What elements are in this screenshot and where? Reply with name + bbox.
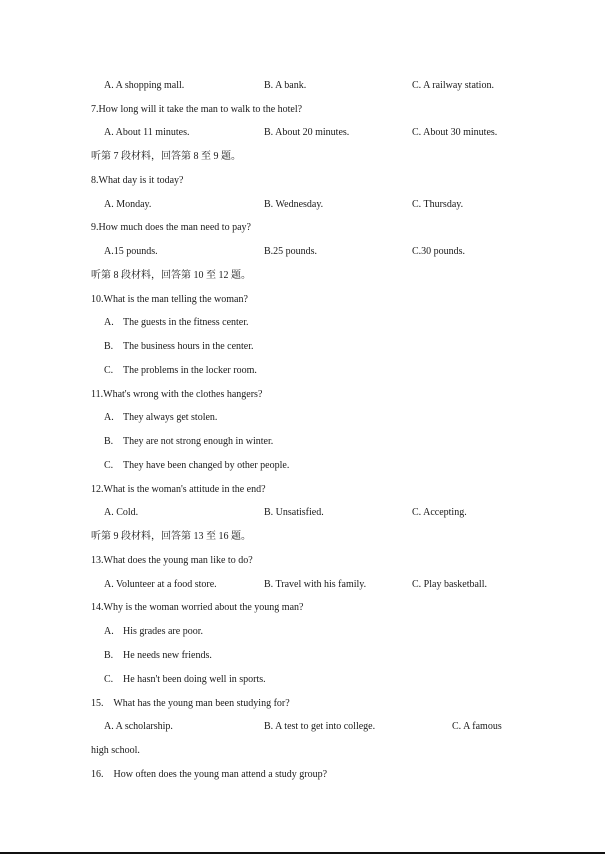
- q13-option-b: B. Travel with his family.: [264, 579, 367, 590]
- q11-option-c: [104, 460, 289, 472]
- option-letter: B.: [104, 436, 114, 447]
- page-bottom-rule: [0, 852, 605, 854]
- option-letter: A.: [104, 317, 114, 328]
- q12-option-b: B. Unsatisfied.: [264, 507, 324, 518]
- q6-option-b: B. A bank.: [264, 80, 307, 91]
- q13-option-a: A. Volunteer at a food store.: [104, 579, 217, 590]
- q10-option-b: [104, 341, 254, 353]
- option-text: His grades are poor.: [123, 626, 203, 637]
- q8-option-c: C. Thursday.: [412, 199, 464, 210]
- option-letter: C.: [104, 460, 114, 471]
- q11-option-b: [104, 436, 273, 448]
- q7-option-c: C. About 30 minutes.: [412, 127, 498, 138]
- q9-option-a: A.15 pounds.: [104, 246, 158, 257]
- q15-option-c-continuation: high school.: [91, 745, 140, 756]
- q6-option-c: C. A railway station.: [412, 80, 494, 91]
- q16-question: 16. How often does the young man attend a study group?: [91, 769, 328, 780]
- q10-option-a: [104, 317, 249, 329]
- option-text: They have been changed by other people.: [123, 460, 290, 471]
- q12-question: 12.What is the woman's attitude in the end?: [91, 484, 266, 495]
- q12-option-c: C. Accepting.: [412, 507, 467, 518]
- q7-option-b: B. About 20 minutes.: [264, 127, 350, 138]
- q15-question: 15. What has the young man been studying for?: [91, 698, 290, 709]
- q13-option-c: C. Play basketball.: [412, 579, 487, 590]
- q14-option-c: [104, 674, 266, 686]
- q12-option-a: A. Cold.: [104, 507, 139, 518]
- q15-option-b: B. A test to get into college.: [264, 721, 376, 732]
- option-text: He hasn't been doing well in sports.: [123, 674, 266, 685]
- option-text: They are not strong enough in winter.: [123, 436, 274, 447]
- q14-question: 14.Why is the woman worried about the young man?: [91, 602, 304, 613]
- q8-question: 8.What day is it today?: [91, 175, 184, 186]
- section-9-instruction: 听第 9 段材料，回答第 13 至 16 题。: [91, 531, 251, 542]
- q7-question: 7.How long will it take the man to walk to the hotel?: [91, 104, 303, 115]
- option-letter: C.: [104, 365, 114, 376]
- q15-option-c: C. A famous: [452, 721, 502, 732]
- option-text: They always get stolen.: [123, 412, 218, 423]
- option-letter: B.: [104, 341, 114, 352]
- option-text: The problems in the locker room.: [123, 365, 257, 376]
- q8-option-a: A. Monday.: [104, 199, 152, 210]
- q10-question: 10.What is the man telling the woman?: [91, 294, 248, 305]
- q9-option-b: B.25 pounds.: [264, 246, 318, 257]
- section-8-instruction: 听第 8 段材料，回答第 10 至 12 题。: [91, 270, 251, 281]
- q14-option-a: [104, 626, 203, 638]
- q6-option-a: A. A shopping mall.: [104, 80, 185, 91]
- section-7-instruction: 听第 7 段材料，回答第 8 至 9 题。: [91, 151, 241, 162]
- q9-question: 9.How much does the man need to pay?: [91, 222, 251, 233]
- q14-option-b: [104, 650, 212, 662]
- q10-option-c: [104, 365, 257, 377]
- option-letter: B.: [104, 650, 114, 661]
- q15-option-a: A. A scholarship.: [104, 721, 173, 732]
- q8-option-b: B. Wednesday.: [264, 199, 324, 210]
- option-letter: A.: [104, 412, 114, 423]
- option-letter: A.: [104, 626, 114, 637]
- option-text: The business hours in the center.: [123, 341, 254, 352]
- q11-question: 11.What's wrong with the clothes hangers?: [91, 389, 263, 400]
- option-text: The guests in the fitness center.: [123, 317, 249, 328]
- q7-option-a: A. About 11 minutes.: [104, 127, 190, 138]
- option-text: He needs new friends.: [123, 650, 212, 661]
- q9-option-c: C.30 pounds.: [412, 246, 466, 257]
- q11-option-a: [104, 412, 217, 424]
- option-letter: C.: [104, 674, 114, 685]
- q13-question: 13.What does the young man like to do?: [91, 555, 253, 566]
